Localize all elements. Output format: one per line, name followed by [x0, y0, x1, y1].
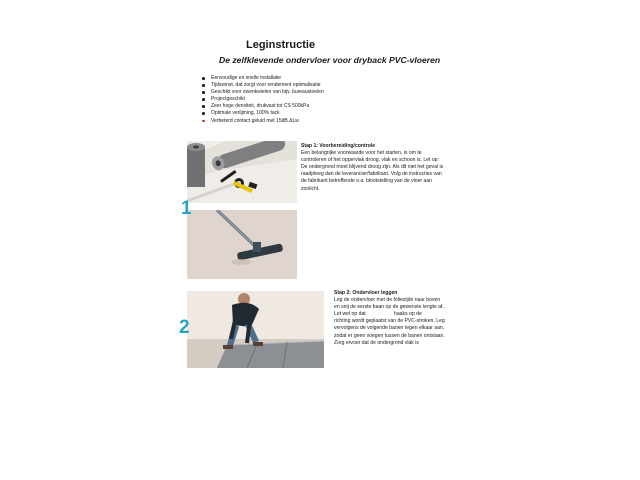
- step-1-line: Een belangrijke voorwaarde voor het starten, is om te: [301, 150, 422, 157]
- step-2-heading: Stap 2: Ondervloer leggen: [334, 290, 398, 296]
- step-1-line: controleren of het oppervlak droog, vlak en schoon is. Let op:: [301, 157, 439, 164]
- step-2-line: Zorg ervoor dat de ondergrond vlak is: [334, 339, 419, 346]
- feature-list-item: [202, 82, 324, 89]
- feature-list-item: [202, 118, 324, 125]
- step-1-line: De ondergrond moet blijvend droog zijn. Als dit niet het geval is: [301, 164, 444, 171]
- feature-list: [202, 75, 324, 125]
- feature-text: Tijdswinst, dat zorgt voor rendement optimalisatie: [211, 82, 321, 89]
- step-1-line: zonlicht.: [301, 185, 320, 192]
- bullet-dot-icon: [202, 84, 205, 87]
- feature-text: Projectgeschikt: [211, 96, 245, 103]
- step-2-line: Let wel op dat haaks op de: [334, 311, 422, 318]
- step-number-2: 2: [179, 317, 190, 338]
- photo-materials: [187, 141, 297, 203]
- step-2-line: Leg de ondervloer met de foliezijde naar boven: [334, 297, 441, 304]
- feature-list-item: [202, 89, 324, 96]
- feature-list-item: [202, 103, 324, 110]
- step-1-line: de fabrikant betreffende o.a. blootstelling van de vloer aan: [301, 178, 433, 185]
- step-2-line: zodat er geen voegen tussen de banen ontstaan.: [334, 332, 445, 339]
- bullet-dot-icon: [202, 105, 205, 108]
- bullet-dot-icon: [202, 112, 205, 115]
- step-2-block: [334, 290, 464, 347]
- vacuum-illustration: [187, 210, 297, 279]
- feature-text: Geschikt voor zwenkwielen van bijv. bureaustoelen: [211, 89, 324, 96]
- feature-text: Eenvoudige en snelle installatie: [211, 75, 282, 81]
- step-2-line: en snij de eerste baan op de gewenste lengte af.: [334, 304, 444, 311]
- feature-list-item: [202, 96, 324, 103]
- photo-laying-underlay: [187, 291, 324, 368]
- step-1-block: [301, 143, 461, 193]
- step-number-1: 1: [181, 198, 192, 219]
- page-subtitle: De zelfklevende ondervloer voor dryback PVC-vloeren: [219, 55, 441, 65]
- page-title: Leginstructie: [246, 39, 316, 51]
- bullet-dot-icon: [202, 77, 205, 80]
- materials-illustration: [187, 141, 297, 203]
- photo-vacuuming: [187, 210, 297, 279]
- step-2-line: richting wordt geplaatst van de PVC-stroken. Leg: [334, 318, 445, 325]
- bullet-dot-icon: [202, 91, 205, 94]
- feature-text: Zeer hoge densiteit, drukvast tot CS 500kPa: [211, 103, 310, 110]
- bullet-dot-icon: [202, 120, 205, 123]
- feature-list-item: [202, 75, 324, 82]
- step-2-line: vervolgens de volgende banen tegen elkaar aan,: [334, 325, 445, 332]
- bullet-dot-icon: [202, 98, 205, 101]
- feature-text: Optimale verlijming, 100% tack: [211, 110, 280, 117]
- laying-illustration: [187, 291, 324, 368]
- step-1-line: raadpleeg dan de leverancier/fabrikant. Volg de instructies van: [301, 171, 442, 178]
- feature-text: Verbeterd contact geluid met 15dB ΔLw: [211, 117, 299, 124]
- feature-list-item: [202, 110, 324, 117]
- step-1-heading: Stap 1: Voorbereiding/controle: [301, 143, 376, 149]
